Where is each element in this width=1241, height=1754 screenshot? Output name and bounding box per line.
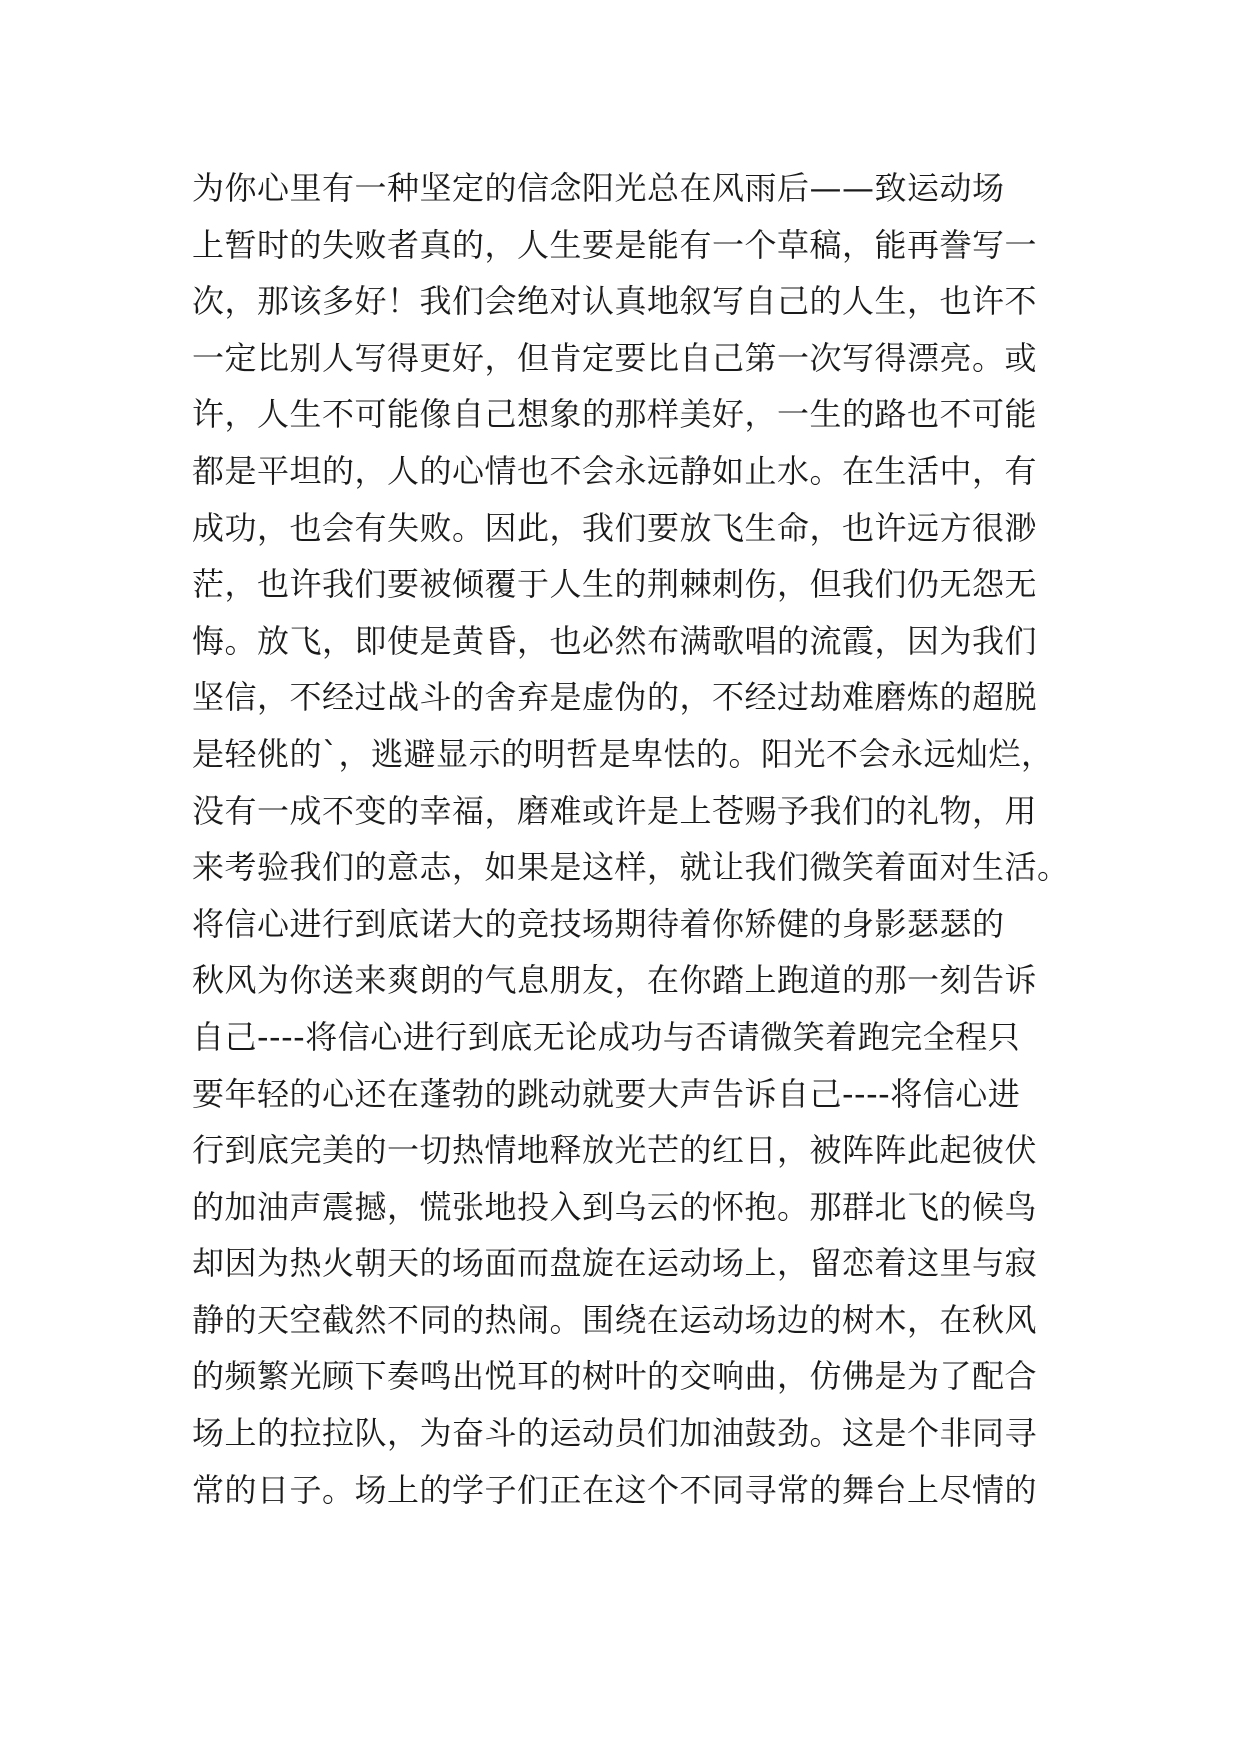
text-line: 自己----将信心进行到底无论成功与否请微笑着跑完全程只	[192, 1017, 1021, 1056]
text-line: 为你心里有一种坚定的信念阳光总在风雨后——致运动场	[192, 169, 1005, 207]
text-line: 的加油声震撼，慌张地投入到乌云的怀抱。那群北飞的候鸟	[192, 1187, 1038, 1226]
text-line: 场上的拉拉队，为奋斗的运动员们加油鼓劲。这是个非同寻	[192, 1414, 1038, 1453]
text-line: 要年轻的心还在蓬勃的跳动就要大声告诉自己----将信心进	[192, 1074, 1021, 1113]
text-line: 常的日子。场上的学子们正在这个不同寻常的舞台上尽情的	[192, 1470, 1038, 1509]
text-line: 秋风为你送来爽朗的气息朋友，在你踏上跑道的那一刻告诉	[192, 961, 1038, 1000]
text-line: 次，那该多好！我们会绝对认真地叙写自己的人生，也许不	[192, 282, 1038, 321]
text-line: 都是平坦的，人的心情也不会永远静如止水。在生活中，有	[192, 451, 1038, 490]
text-line: 却因为热火朝天的场面而盘旋在运动场上，留恋着这里与寂	[192, 1244, 1038, 1283]
text-line: 是轻佻的`，逃避显示的明哲是卑怯的。阳光不会永远灿烂，	[192, 734, 1054, 773]
text-line: 上暂时的失败者真的，人生要是能有一个草稿，能再誊写一	[192, 225, 1038, 264]
text-line: 坚信，不经过战斗的舍弃是虚伪的，不经过劫难磨炼的超脱	[192, 678, 1038, 717]
text-line: 来考验我们的意志，如果是这样，就让我们微笑着面对生活。	[192, 848, 1070, 887]
text-line: 没有一成不变的幸福，磨难或许是上苍赐予我们的礼物，用	[192, 791, 1038, 830]
text-line: 一定比别人写得更好，但肯定要比自己第一次写得漂亮。或	[192, 338, 1038, 377]
text-line: 的频繁光顾下奏鸣出悦耳的树叶的交响曲，仿佛是为了配合	[192, 1357, 1038, 1396]
text-line: 茫，也许我们要被倾覆于人生的荆棘刺伤，但我们仍无怨无	[192, 565, 1038, 604]
text-line: 将信心进行到底诺大的竞技场期待着你矫健的身影瑟瑟的	[192, 904, 1005, 943]
text-line: 悔。放飞，即使是黄昏，也必然布满歌唱的流霞，因为我们	[192, 621, 1038, 660]
text-line: 静的天空截然不同的热闹。围绕在运动场边的树木，在秋风	[192, 1300, 1038, 1339]
text-line: 许，人生不可能像自己想象的那样美好，一生的路也不可能	[192, 395, 1038, 434]
body-text	[192, 160, 1072, 1518]
text-line: 行到底完美的一切热情地释放光芒的红日，被阵阵此起彼伏	[192, 1131, 1038, 1170]
text-line: 成功，也会有失败。因此，我们要放飞生命，也许远方很渺	[192, 508, 1038, 547]
